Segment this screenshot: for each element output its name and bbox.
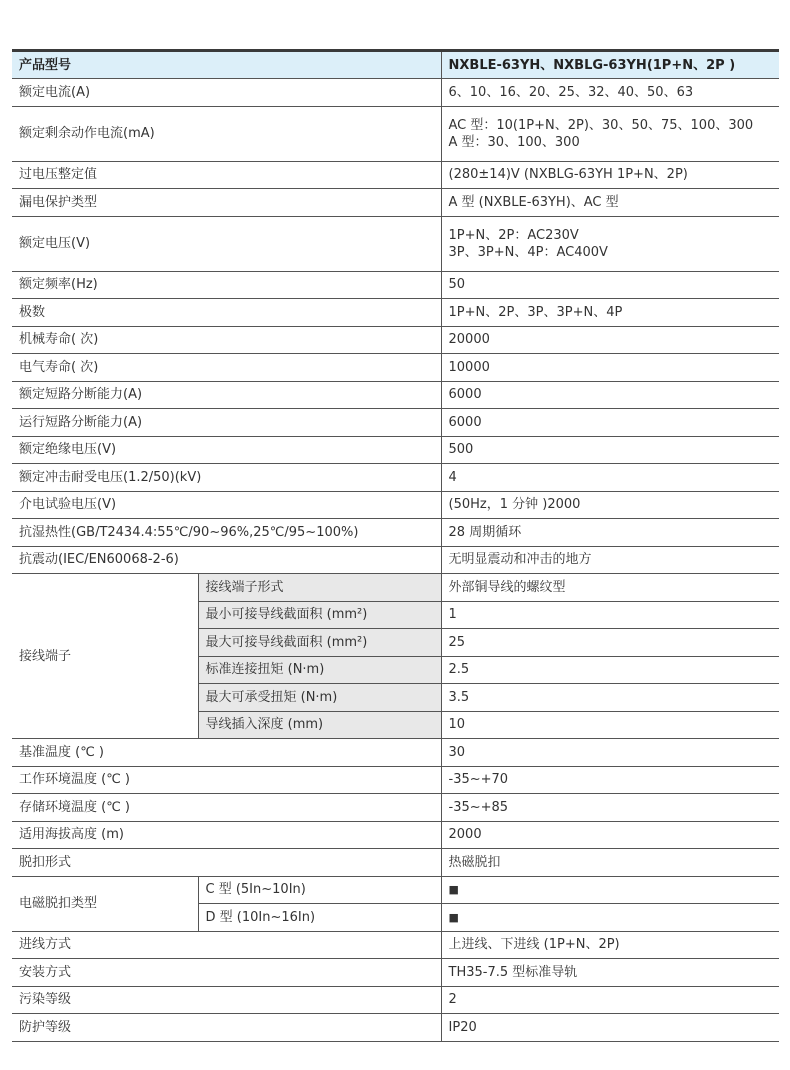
table-row: [12, 354, 779, 382]
spec-value-line: 1P+N、2P：AC230V: [448, 227, 579, 243]
spec-name: 极数: [12, 299, 441, 327]
spec-value: 外部铜导线的螺纹型: [441, 574, 779, 602]
terminal-sub-name: 接线端子形式: [198, 574, 441, 602]
spec-name: 工作环境温度 (℃ ): [12, 766, 441, 794]
table-row: [12, 1014, 779, 1042]
spec-name: 基准温度 (℃ ): [12, 739, 441, 767]
spec-value: 1P+N、2P、3P、3P+N、4P: [441, 299, 779, 327]
terminal-sub-name: 最大可接导线截面积 (mm²): [198, 629, 441, 657]
spec-value: A 型 (NXBLE-63YH)、AC 型: [441, 189, 779, 217]
table-row: [12, 766, 779, 794]
table-row: [12, 739, 779, 767]
spec-value: 50: [441, 271, 779, 299]
table-row: [12, 161, 779, 189]
spec-name: 额定剩余动作电流(mA): [12, 106, 441, 161]
spec-value: 上进线、下进线 (1P+N、2P): [441, 931, 779, 959]
table-row: [12, 794, 779, 822]
spec-name: 运行短路分断能力(A): [12, 409, 441, 437]
table-row: [12, 464, 779, 492]
table-row: [12, 849, 779, 877]
table-row: [12, 574, 779, 602]
table-row: [12, 299, 779, 327]
spec-name: 额定冲击耐受电压(1.2/50)(kV): [12, 464, 441, 492]
spec-value: IP20: [441, 1014, 779, 1042]
filled-square-icon: ■: [448, 910, 459, 924]
spec-value-line: AC 型：10(1P+N、2P)、30、50、75、100、300: [448, 117, 754, 133]
spec-value-line: A 型：30、100、300: [448, 134, 580, 150]
table-row: [12, 491, 779, 519]
table-row: [12, 931, 779, 959]
spec-value: (280±14)V (NXBLG-63YH 1P+N、2P): [441, 161, 779, 189]
spec-name: 进线方式: [12, 931, 441, 959]
table-row: [12, 326, 779, 354]
spec-name: 脱扣形式: [12, 849, 441, 877]
spec-name: 额定电流(A): [12, 79, 441, 107]
spec-value: 无明显震动和冲击的地方: [441, 546, 779, 574]
spec-name: 抗震动(IEC/EN60068-2-6): [12, 546, 441, 574]
spec-name: 防护等级: [12, 1014, 441, 1042]
table-row: [12, 546, 779, 574]
spec-value: 热磁脱扣: [441, 849, 779, 877]
table-row: [12, 519, 779, 547]
spec-name: 额定电压(V): [12, 216, 441, 271]
spec-value: 2000: [441, 821, 779, 849]
spec-value: 10000: [441, 354, 779, 382]
spec-value: 2.5: [441, 656, 779, 684]
trip-group-name: 电磁脱扣类型: [12, 876, 198, 931]
header-row: [12, 51, 779, 79]
spec-value: TH35-7.5 型标准导轨: [441, 959, 779, 987]
table-row: [12, 959, 779, 987]
table-row: [12, 409, 779, 437]
filled-square-icon: ■: [448, 883, 459, 897]
spec-value: 4: [441, 464, 779, 492]
spec-value: 1: [441, 601, 779, 629]
table-row: [12, 876, 779, 904]
spec-value: 6、10、16、20、25、32、40、50、63: [441, 79, 779, 107]
spec-value: 30: [441, 739, 779, 767]
table-row: [12, 436, 779, 464]
spec-name: 机械寿命( 次): [12, 326, 441, 354]
header-name: 产品型号: [12, 51, 441, 79]
spec-value: 20000: [441, 326, 779, 354]
spec-value: 25: [441, 629, 779, 657]
spec-table: [12, 49, 779, 1042]
table-row: [12, 986, 779, 1014]
spec-value: -35~+70: [441, 766, 779, 794]
spec-name: 额定短路分断能力(A): [12, 381, 441, 409]
table-row: [12, 271, 779, 299]
spec-value: [441, 216, 779, 271]
spec-value: [441, 876, 779, 904]
spec-name: 抗湿热性(GB/T2434.4:55℃/90~96%,25℃/95~100%): [12, 519, 441, 547]
spec-value: (50Hz，1 分钟 )2000: [441, 491, 779, 519]
table-row: [12, 216, 779, 271]
spec-name: 额定绝缘电压(V): [12, 436, 441, 464]
table-row: [12, 79, 779, 107]
spec-name: 存储环境温度 (℃ ): [12, 794, 441, 822]
table-row: [12, 189, 779, 217]
terminal-sub-name: 标准连接扭矩 (N·m): [198, 656, 441, 684]
spec-name: 介电试验电压(V): [12, 491, 441, 519]
table-row: [12, 381, 779, 409]
spec-name: 适用海拔高度 (m): [12, 821, 441, 849]
terminal-sub-name: 最大可承受扭矩 (N·m): [198, 684, 441, 712]
spec-value: 28 周期循环: [441, 519, 779, 547]
spec-value: -35~+85: [441, 794, 779, 822]
spec-name: 过电压整定值: [12, 161, 441, 189]
spec-name: 安装方式: [12, 959, 441, 987]
spec-value: [441, 904, 779, 932]
header-value: NXBLE-63YH、NXBLG-63YH(1P+N、2P ): [441, 51, 779, 79]
spec-name: 电气寿命( 次): [12, 354, 441, 382]
spec-name: 漏电保护类型: [12, 189, 441, 217]
spec-name: 额定频率(Hz): [12, 271, 441, 299]
table-row: [12, 106, 779, 161]
trip-sub-name: C 型 (5In~10In): [198, 876, 441, 904]
terminal-group-name: 接线端子: [12, 574, 198, 739]
terminal-sub-name: 最小可接导线截面积 (mm²): [198, 601, 441, 629]
spec-name: 污染等级: [12, 986, 441, 1014]
spec-value: 6000: [441, 409, 779, 437]
spec-value-line: 3P、3P+N、4P：AC400V: [448, 244, 608, 260]
spec-value: 3.5: [441, 684, 779, 712]
spec-value: 2: [441, 986, 779, 1014]
spec-value: 500: [441, 436, 779, 464]
table-row: [12, 821, 779, 849]
spec-value: 10: [441, 711, 779, 739]
trip-sub-name: D 型 (10In~16In): [198, 904, 441, 932]
spec-value: [441, 106, 779, 161]
terminal-sub-name: 导线插入深度 (mm): [198, 711, 441, 739]
spec-value: 6000: [441, 381, 779, 409]
